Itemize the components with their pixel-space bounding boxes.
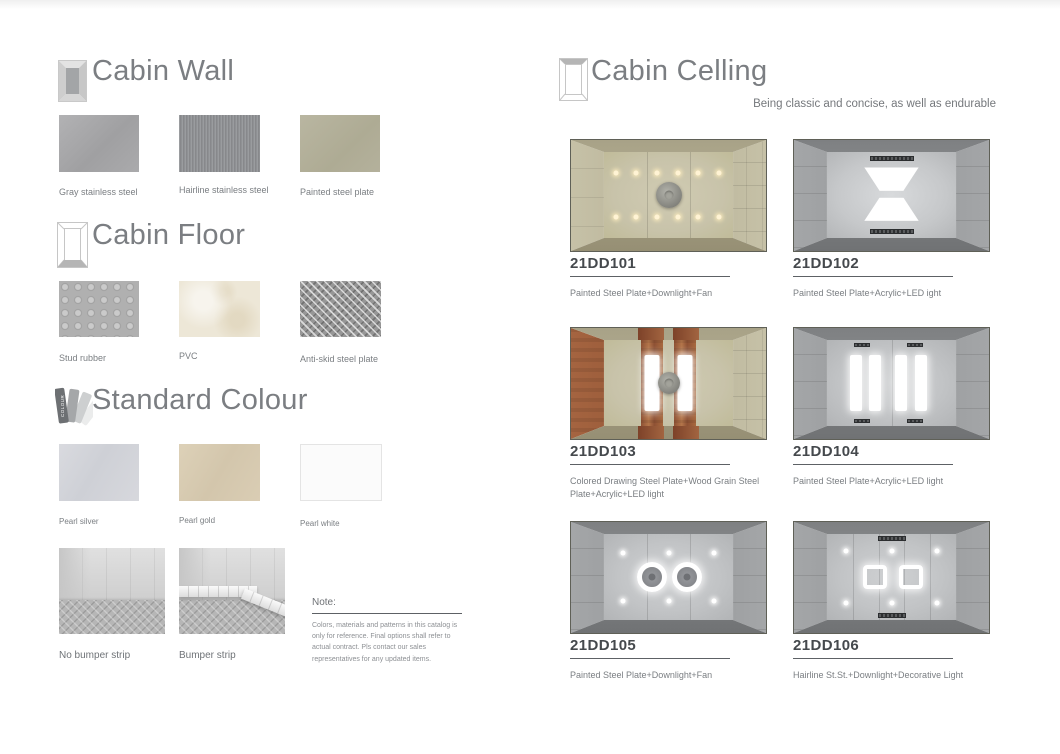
wood-band-tab (673, 328, 699, 340)
acrylic-light-panel (864, 198, 918, 221)
ceiling-face (604, 534, 733, 620)
note-title: Note: (312, 597, 336, 608)
swatch-pearl-silver (59, 444, 139, 501)
acrylic-light-bar (678, 355, 693, 412)
code-underline (793, 276, 953, 277)
swatch-painted-steel-plate (300, 115, 380, 172)
section-title-standard-colour: Standard Colour (92, 384, 308, 416)
scene-floor (59, 600, 165, 634)
ceiling-face (604, 340, 733, 426)
air-vent (878, 613, 906, 618)
cabin-wall-icon (58, 60, 87, 102)
ceiling-fan (656, 182, 682, 208)
product-image-21DD104 (793, 327, 990, 440)
section-title-cabin-floor: Cabin Floor (92, 219, 246, 251)
product-description: Painted Steel Plate+Downlight+Fan (570, 670, 713, 680)
swatch-label: Gray stainless steel (59, 187, 138, 197)
ceiling-face (827, 152, 956, 238)
ring-light-fan (672, 562, 702, 592)
product-description: Painted Steel Plate+Downlight+Fan (570, 288, 713, 298)
note-divider (312, 613, 462, 614)
swatch-label: Pearl white (300, 519, 340, 528)
swatch-label: Stud rubber (59, 353, 107, 363)
product-description: Hairline St.St.+Downlight+Decorative Light (793, 670, 964, 680)
code-underline (570, 658, 730, 659)
cabin-ceiling-icon (559, 58, 588, 101)
square-decorative-light (863, 565, 887, 589)
page-top-edge (0, 0, 1060, 9)
swatch-pvc (179, 281, 260, 337)
no-bumper-strip-image (59, 548, 165, 634)
ceiling-fan (658, 372, 680, 394)
cabin-floor-icon (57, 222, 88, 268)
note-body: Colors, materials and patterns in this catalog is only for reference. Final options shall refer to actual contract. Pls contact our sales representatives for any updated items. (312, 622, 458, 663)
product-code: 21DD105 (570, 637, 637, 654)
swatch-label: Hairline stainless steel (179, 185, 269, 195)
section-title-cabin-ceiling: Cabin Celling (591, 55, 768, 87)
colour-icon-label: COLOUR (60, 394, 65, 417)
swatch-hairline-stainless-steel (179, 115, 260, 172)
ceiling-face (604, 152, 733, 238)
bumper-label: Bumper strip (179, 650, 236, 661)
product-description: Painted Steel Plate+Acrylic+LED light (793, 476, 944, 486)
acrylic-light-bar (895, 355, 907, 410)
air-vent (854, 343, 870, 347)
product-code: 21DD106 (793, 637, 860, 654)
ceiling-face (827, 340, 956, 426)
product-image-21DD102 (793, 139, 990, 252)
code-underline (793, 464, 953, 465)
acrylic-light-bar (869, 355, 881, 410)
square-decorative-light (899, 565, 923, 589)
section-title-cabin-wall: Cabin Wall (92, 55, 235, 87)
bumper-label: No bumper strip (59, 650, 131, 661)
swatch-label: Anti-skid steel plate (300, 354, 379, 364)
air-vent (870, 156, 914, 161)
code-underline (570, 464, 730, 465)
swatch-pearl-gold (179, 444, 260, 501)
product-image-21DD106 (793, 521, 990, 634)
product-code: 21DD103 (570, 443, 637, 460)
air-vent (878, 536, 906, 541)
wood-band-tab (673, 426, 699, 439)
product-code: 21DD101 (570, 255, 637, 272)
standard-colour-icon (55, 387, 93, 427)
code-underline (793, 658, 953, 659)
product-code: 21DD104 (793, 443, 860, 460)
air-vent (870, 229, 914, 234)
wood-band-tab (638, 328, 664, 340)
swatch-label: Pearl silver (59, 517, 99, 526)
ceiling-subtitle: Being classic and concise, as well as endurable (753, 98, 996, 110)
swatch-stud-rubber (59, 281, 139, 337)
swatch-label: Pearl gold (179, 516, 216, 525)
product-image-21DD103 (570, 327, 767, 440)
swatch-label: PVC (179, 351, 198, 361)
ring-light-fan (637, 562, 667, 592)
product-description: Painted Steel Plate+Acrylic+LED ight (793, 288, 942, 298)
acrylic-light-panel (864, 167, 918, 190)
product-description: Colored Drawing Steel Plate+Wood Grain Steel Plate+Acrylic+LED light (570, 476, 760, 500)
product-image-21DD101 (570, 139, 767, 252)
swatch-anti-skid-steel-plate (300, 281, 381, 337)
wood-band-tab (638, 426, 664, 439)
swatch-pearl-white (300, 444, 382, 501)
swatch-gray-stainless-steel (59, 115, 139, 172)
product-image-21DD105 (570, 521, 767, 634)
note-block (312, 597, 464, 665)
ceiling-face (827, 534, 956, 620)
air-vent (854, 419, 870, 423)
bumper-strip-image (179, 548, 285, 634)
product-code: 21DD102 (793, 255, 860, 272)
code-underline (570, 276, 730, 277)
air-vent (907, 419, 923, 423)
acrylic-light-bar (915, 355, 927, 410)
swatch-label: Painted steel plate (300, 187, 375, 197)
air-vent (907, 343, 923, 347)
acrylic-light-bar (850, 355, 862, 410)
